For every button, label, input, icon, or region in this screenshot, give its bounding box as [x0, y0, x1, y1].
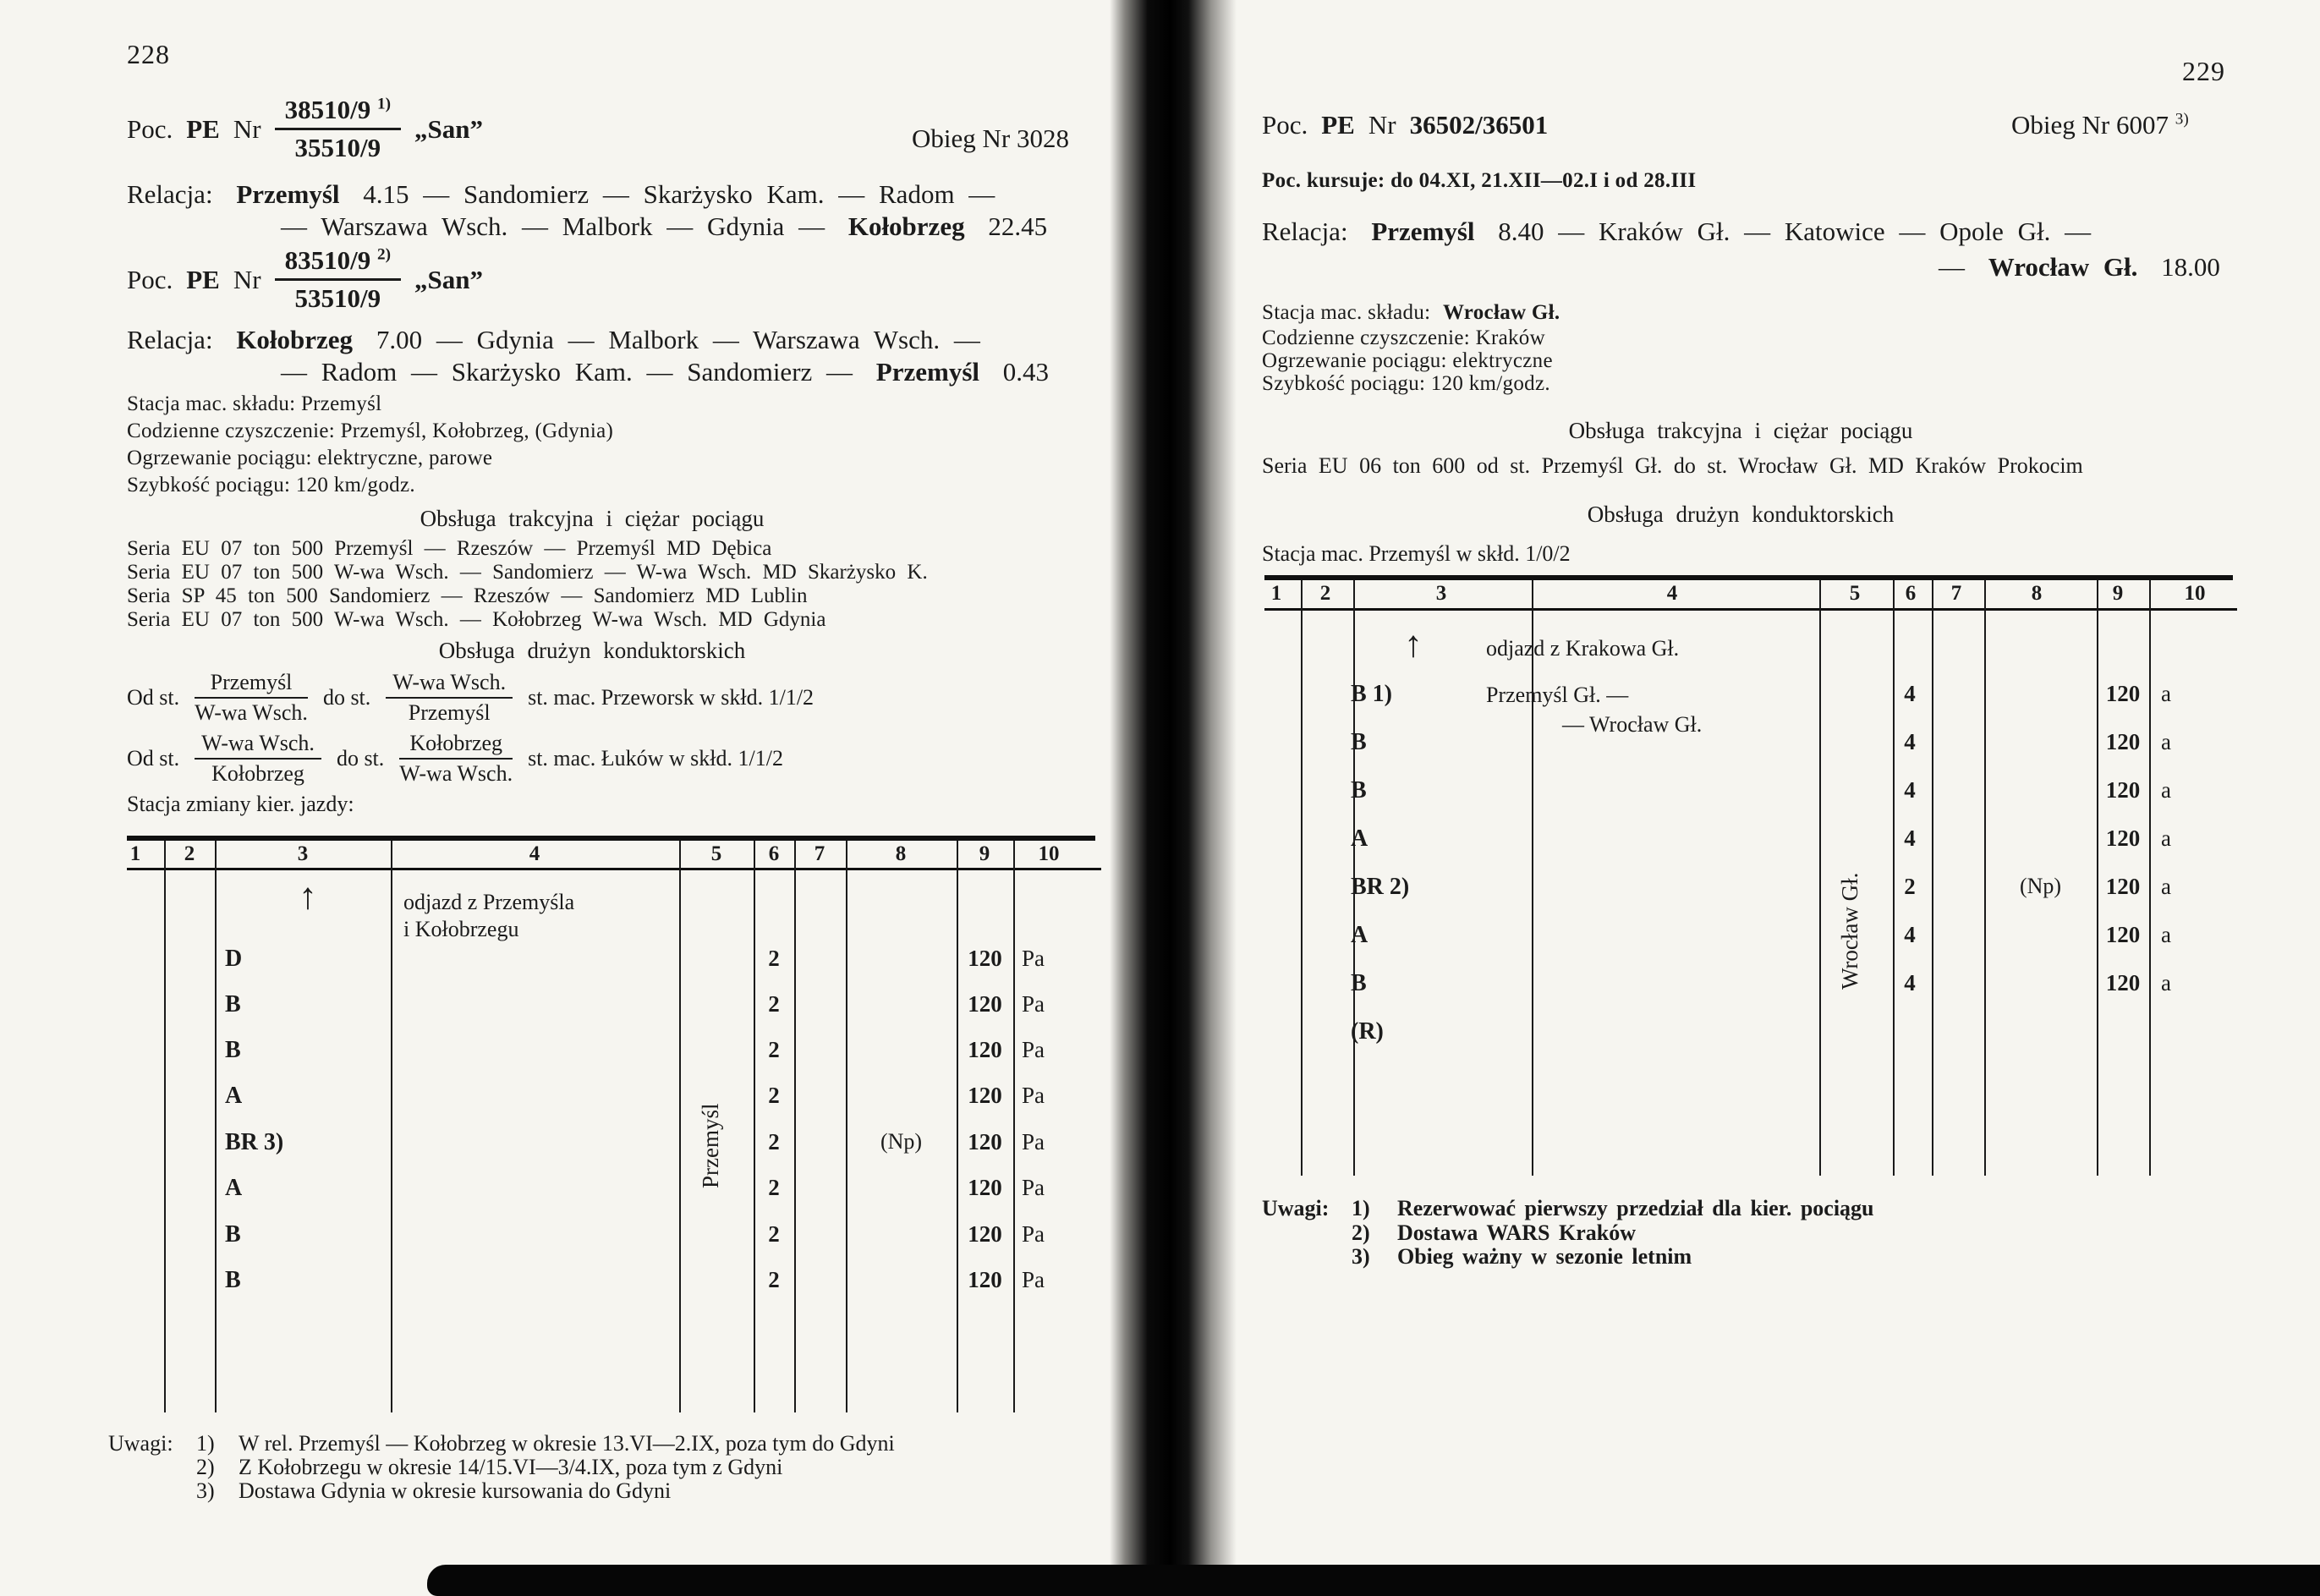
car-count: 2 [768, 1267, 780, 1292]
nr-label: Nr [1368, 110, 1396, 140]
detail-line: Codzienne czyszczenie: Przemyśl, Kołobrzeg, (Gdynia) [127, 420, 614, 442]
car-count: 4 [1904, 970, 1916, 995]
table-row [127, 1267, 1095, 1313]
uwagi-item-number: 3) [1352, 1244, 1370, 1269]
brake-type: a [2161, 874, 2171, 899]
seria-line: Seria SP 45 ton 500 Sandomierz — Rzeszów — Sandomierz MD Lublin [127, 584, 808, 607]
obieg-number [2011, 110, 2189, 140]
brake-type: Pa [1022, 1221, 1045, 1247]
speed-value: 120 [2105, 681, 2141, 706]
brake-type: a [2161, 777, 2171, 803]
left-page-number: 228 [127, 39, 170, 69]
fraction-bottom: W-wa Wsch. [195, 700, 308, 725]
fraction-top: W-wa Wsch. [386, 670, 513, 699]
station-fraction [195, 731, 321, 787]
composition-table [127, 836, 1095, 1414]
obieg-footnote: 3) [2175, 110, 2189, 129]
car-count: 4 [1904, 681, 1916, 706]
table-header-cell: 8 [2031, 582, 2043, 605]
scan-bottom-bar [427, 1565, 2320, 1596]
table-header-rule [127, 868, 1101, 870]
fraction-bottom: Kołobrzeg [211, 761, 304, 786]
relacja-label: Relacja: [127, 179, 213, 209]
table-header-cell: 8 [895, 842, 907, 865]
table-header-cell: 10 [2184, 582, 2206, 605]
crew-home-station: st. mac. Łuków w skłd. 1/1/2 [528, 746, 783, 771]
table-header-cell: 2 [1319, 582, 1331, 605]
origin-station: Kołobrzeg [236, 325, 354, 354]
crew-line [127, 731, 798, 787]
table-row [1264, 777, 2233, 823]
table-header-rule [1264, 608, 2237, 611]
brake-type: Pa [1022, 1037, 1045, 1062]
car-class: B [225, 1267, 241, 1293]
car-class: (R) [1351, 1018, 1384, 1045]
car-class: B [225, 1221, 241, 1248]
brake-type: Pa [1022, 946, 1045, 971]
brake-type: Pa [1022, 991, 1045, 1017]
seria-line: Seria EU 06 ton 600 od st. Przemyśl Gł. do st. Wrocław Gł. MD Kraków Prokocim [1262, 453, 2083, 478]
table-header-cell: 9 [979, 842, 990, 865]
car-count: 4 [1904, 922, 1916, 947]
table-top-rule [127, 836, 1095, 841]
table-header-cell: 2 [184, 842, 195, 865]
train-header [1262, 110, 1561, 140]
fraction-top: Przemyśl [195, 670, 308, 699]
destination-station: Kołobrzeg [847, 211, 965, 241]
np-note: (Np) [880, 1129, 923, 1154]
detail-line: Szybkość pociągu: 120 km/godz. [1262, 372, 1550, 395]
table-row [127, 1221, 1095, 1267]
origin-station: Przemyśl [236, 179, 340, 209]
table-row [1264, 825, 2233, 871]
od-st-label: Od st. [127, 685, 180, 710]
origin-station: Przemyśl [1371, 217, 1475, 246]
direction-change-label: Stacja zmiany kier. jazdy: [127, 792, 354, 816]
do-st-label: do st. [322, 685, 371, 710]
poc-label: Poc. [127, 113, 173, 144]
nr-label: Nr [233, 264, 261, 294]
departure-note: odjazd z Krakowa Gł. [1486, 636, 1680, 661]
speed-value: 120 [968, 946, 1002, 971]
table-header-cell: 6 [768, 842, 780, 865]
uwagi-item-number: 2) [196, 1455, 215, 1479]
train-category: PE [1321, 110, 1355, 140]
uwagi-item-number: 3) [196, 1478, 215, 1503]
car-count: 2 [1904, 874, 1916, 899]
detail-line [1262, 301, 1560, 325]
table-row [127, 991, 1095, 1037]
train-name: „San” [414, 264, 483, 294]
relation-line [127, 325, 980, 355]
table-row [1264, 970, 2233, 1016]
brake-type: Pa [1022, 1129, 1045, 1154]
train-number-fraction [275, 245, 401, 314]
fraction-bottom: Przemyśl [408, 700, 491, 725]
relation-line [281, 357, 1049, 387]
train-header-2 [127, 245, 496, 314]
car-class: B [1351, 970, 1367, 996]
uwagi-label: Uwagi: [1262, 1196, 1330, 1220]
table-row [1264, 922, 2233, 968]
table-header-cell: 7 [814, 842, 825, 865]
car-count: 4 [1904, 729, 1916, 754]
station-fraction [399, 731, 513, 787]
uwagi-label: Uwagi: [108, 1431, 173, 1456]
detail-line: Codzienne czyszczenie: Kraków [1262, 326, 1545, 349]
train-number-footnote: 1) [376, 95, 391, 113]
relacja-label: Relacja: [1262, 217, 1348, 246]
brake-type: Pa [1022, 1267, 1045, 1292]
train-category: PE [186, 264, 220, 294]
departure-note: odjazd z Przemyśla [403, 890, 575, 914]
car-count: 2 [768, 1083, 780, 1108]
car-count: 4 [1904, 777, 1916, 803]
arrival-time: 18.00 [2161, 252, 2220, 282]
train-number-top: 38510/9 [284, 95, 371, 124]
train-header-1 [127, 95, 496, 163]
car-class: A [225, 1083, 243, 1109]
route-text: 8.40 — Kraków Gł. — Katowice — Opole Gł. — [1498, 217, 2092, 246]
table-header-cell: 7 [1950, 582, 1962, 605]
seria-line: Seria EU 07 ton 500 Przemyśl — Rzeszów — Przemyśl MD Dębica [127, 537, 772, 560]
arrow-up-icon: ↑ [1404, 623, 1423, 665]
car-count: 2 [768, 946, 780, 971]
speed-value: 120 [2105, 825, 2141, 851]
car-class: D [225, 946, 243, 972]
detail-line: Ogrzewanie pociągu: elektryczne [1262, 349, 1553, 372]
detail-line: Stacja mac. składu: Przemyśl [127, 392, 382, 415]
uwagi-item-text: W rel. Przemyśl — Kołobrzeg w okresie 13.VI—2.IX, poza tym do Gdyni [239, 1431, 895, 1456]
speed-value: 120 [968, 1267, 1002, 1292]
destination-station: Wrocław Gł. [1988, 252, 2138, 282]
detail-value: Wrocław Gł. [1442, 301, 1560, 324]
departure-note: i Kołobrzegu [403, 917, 519, 941]
uwagi-item-number: 2) [1352, 1220, 1370, 1245]
car-count: 2 [768, 1221, 780, 1247]
table-header-cell: 4 [1666, 582, 1678, 605]
uwagi-item-number: 1) [196, 1431, 215, 1456]
car-count: 2 [768, 1129, 780, 1154]
brake-type: a [2161, 970, 2171, 995]
train-number-footnote: 2) [376, 245, 391, 264]
fraction-top: W-wa Wsch. [195, 731, 321, 760]
rotated-station: Przemyśl [698, 1103, 723, 1188]
relation-line [1939, 252, 2220, 282]
train-category: PE [186, 113, 220, 144]
speed-value: 120 [968, 991, 1002, 1017]
book-gutter-shadow [1110, 0, 1237, 1596]
table-header-cell: 3 [1435, 582, 1447, 605]
table-row [127, 1175, 1095, 1220]
crew-home-line: Stacja mac. Przemyśl w skłd. 1/0/2 [1262, 541, 1571, 566]
fraction-bottom: W-wa Wsch. [399, 761, 513, 786]
seria-line: Seria EU 07 ton 500 W-wa Wsch. — Sandomierz — W-wa Wsch. MD Skarżysko K. [127, 561, 928, 584]
brake-type: a [2161, 922, 2171, 947]
section-heading-conductors: Obsługa drużyn konduktorskich [438, 638, 746, 663]
car-count: 4 [1904, 825, 1916, 851]
train-number-bottom: 53510/9 [294, 283, 381, 313]
obieg-text: Obieg Nr 6007 [2011, 110, 2169, 140]
train-number-fraction [275, 95, 401, 163]
uwagi-item-text: Dostawa Gdynia w okresie kursowania do Gdyni [239, 1478, 672, 1503]
detail-line: Szybkość pociągu: 120 km/godz. [127, 474, 415, 496]
train-number: 36502/36501 [1409, 110, 1549, 140]
car-class: BR 2) [1351, 874, 1410, 900]
arrow-up-icon: ↑ [299, 875, 317, 917]
table-header-cell: 10 [1038, 842, 1060, 865]
speed-value: 120 [968, 1083, 1002, 1108]
rotated-station: Wrocław Gł. [1837, 872, 1862, 990]
uwagi-item-text: Dostawa WARS Kraków [1397, 1220, 1636, 1245]
speed-value: 120 [2105, 970, 2141, 995]
relation-line [281, 211, 1047, 242]
route-text: 4.15 — Sandomierz — Skarżysko Kam. — Radom — [363, 179, 995, 209]
arrival-time: 0.43 [1002, 357, 1049, 387]
poc-label: Poc. [1262, 110, 1308, 140]
right-page-number: 229 [2182, 56, 2225, 86]
brake-type: a [2161, 825, 2171, 851]
relation-line [1262, 217, 2091, 247]
car-class: B 1) [1351, 681, 1392, 707]
nr-label: Nr [233, 113, 261, 144]
fraction-top: Kołobrzeg [399, 731, 513, 760]
uwagi-item-text: Rezerwować pierwszy przedział dla kier. pociągu [1397, 1196, 1874, 1220]
relacja-label: Relacja: [127, 325, 213, 354]
table-row [1264, 874, 2233, 919]
section-heading-traction: Obsługa trakcyjna i ciężar pociągu [1568, 418, 1913, 443]
composition-table [1264, 575, 2233, 1177]
route-text: — Radom — Skarżysko Kam. — Sandomierz — [281, 357, 853, 387]
speed-value: 120 [2105, 874, 2141, 899]
station-fraction [386, 670, 513, 726]
seria-line: Seria EU 07 ton 500 W-wa Wsch. — Kołobrzeg W-wa Wsch. MD Gdynia [127, 608, 826, 631]
route-note: Przemyśl Gł. — [1486, 683, 1629, 707]
section-heading-conductors: Obsługa drużyn konduktorskich [1587, 502, 1895, 527]
table-row [1264, 681, 2233, 727]
table-top-rule [1264, 575, 2233, 580]
car-count: 2 [768, 991, 780, 1017]
route-text: 7.00 — Gdynia — Malbork — Warszawa Wsch. — [376, 325, 980, 354]
table-header-cell: 3 [297, 842, 309, 865]
car-class: B [225, 1037, 241, 1063]
table-header-cell: 1 [129, 842, 141, 865]
running-dates-line: Poc. kursuje: do 04.XI, 21.XII—02.I i od 28.III [1262, 169, 1697, 192]
speed-value: 120 [968, 1129, 1002, 1154]
table-row [127, 946, 1095, 991]
car-class: B [1351, 729, 1367, 755]
table-row [127, 1037, 1095, 1083]
uwagi-item-number: 1) [1352, 1196, 1370, 1220]
destination-station: Przemyśl [875, 357, 979, 387]
do-st-label: do st. [336, 746, 385, 771]
crew-line [127, 670, 829, 726]
train-number-top: 83510/9 [284, 245, 371, 275]
table-header-cell: 1 [1270, 582, 1282, 605]
speed-value: 120 [2105, 729, 2141, 754]
table-header-cell: 5 [1849, 582, 1861, 605]
od-st-label: Od st. [127, 746, 180, 771]
table-row [1264, 729, 2233, 775]
car-class: A [225, 1175, 243, 1201]
speed-value: 120 [2105, 922, 2141, 947]
train-name: „San” [414, 113, 483, 144]
speed-value: 120 [968, 1221, 1002, 1247]
uwagi-item-text: Z Kołobrzegu w okresie 14/15.VI—3/4.IX, poza tym z Gdyni [239, 1455, 783, 1479]
table-header-cell: 5 [710, 842, 722, 865]
obieg-number: Obieg Nr 3028 [912, 123, 1069, 153]
brake-type: a [2161, 681, 2171, 706]
table-header-cell: 4 [529, 842, 540, 865]
table-row [127, 1129, 1095, 1175]
detail-label: Stacja mac. składu: [1262, 301, 1431, 324]
table-header-cell: 6 [1905, 582, 1917, 605]
car-class: B [225, 991, 241, 1017]
car-class: B [1351, 777, 1367, 803]
table-row [1264, 1018, 2233, 1064]
car-class: BR 3) [225, 1129, 284, 1155]
arrival-time: 22.45 [988, 211, 1048, 241]
route-note: — Wrocław Gł. [1562, 712, 1703, 737]
car-count: 2 [768, 1175, 780, 1200]
table-row [127, 1083, 1095, 1128]
section-heading-traction: Obsługa trakcyjna i ciężar pociągu [420, 506, 765, 531]
relation-line [127, 179, 995, 210]
brake-type: Pa [1022, 1083, 1045, 1108]
brake-type: a [2161, 729, 2171, 754]
crew-home-station: st. mac. Przeworsk w skłd. 1/1/2 [528, 685, 814, 710]
train-number-bottom: 35510/9 [294, 133, 381, 162]
speed-value: 120 [2105, 777, 2141, 803]
poc-label: Poc. [127, 264, 173, 294]
uwagi-item-text: Obieg ważny w sezonie letnim [1397, 1244, 1692, 1269]
table-header-cell: 9 [2112, 582, 2124, 605]
route-text: — Warszawa Wsch. — Malbork — Gdynia — [281, 211, 825, 241]
station-fraction [195, 670, 308, 726]
car-count: 2 [768, 1037, 780, 1062]
speed-value: 120 [968, 1175, 1002, 1200]
detail-line: Ogrzewanie pociągu: elektryczne, parowe [127, 447, 493, 469]
brake-type: Pa [1022, 1175, 1045, 1200]
car-class: A [1351, 825, 1368, 852]
car-class: A [1351, 922, 1368, 948]
route-text: — [1939, 252, 1965, 282]
speed-value: 120 [968, 1037, 1002, 1062]
np-note: (Np) [2019, 874, 2062, 898]
